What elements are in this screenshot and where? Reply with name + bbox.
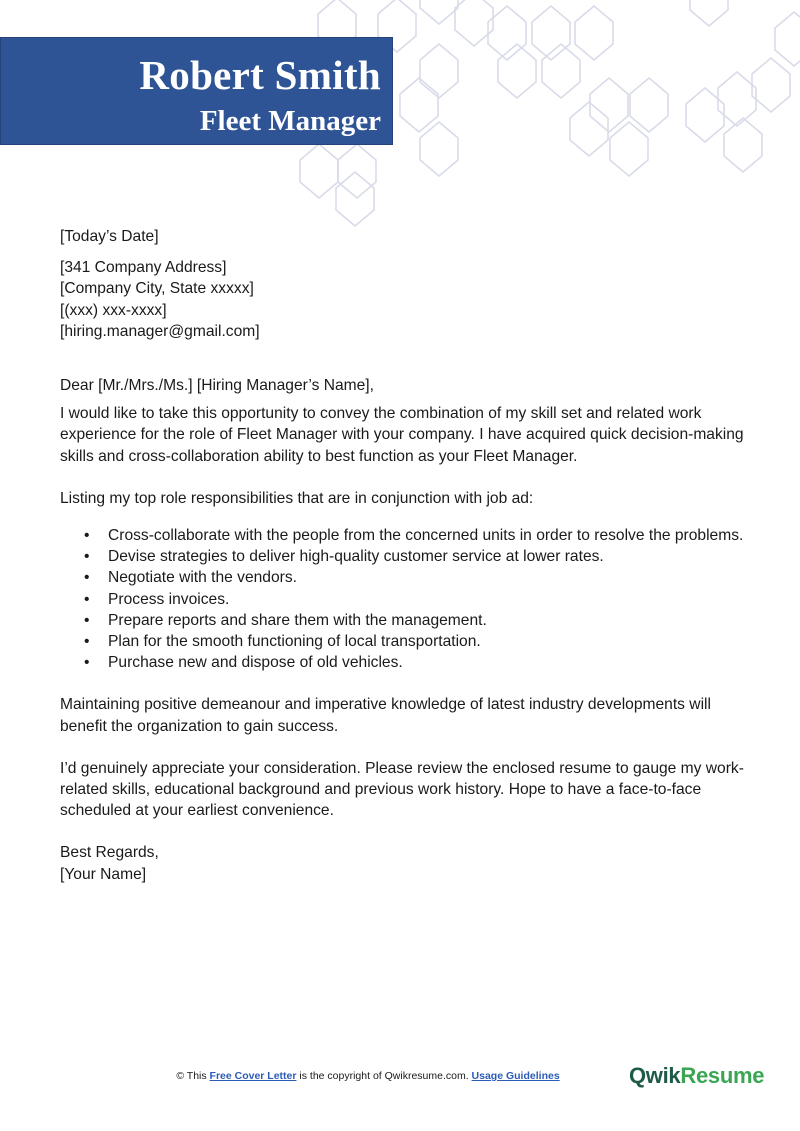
list-item: • Process invoices. (108, 589, 750, 610)
footer-middle-text: is the copyright of Qwikresume.com. (296, 1070, 472, 1082)
usage-guidelines-link[interactable]: Usage Guidelines (471, 1070, 560, 1082)
job-title: Fleet Manager (199, 105, 381, 137)
list-item: • Cross-collaborate with the people from the concerned units in order to resolve the problems. (108, 525, 750, 546)
candidate-name: Robert Smith (139, 52, 381, 98)
copyright-footer (0, 1070, 736, 1082)
signature-name: [Your Name] (60, 865, 147, 883)
free-cover-letter-link[interactable]: Free Cover Letter (209, 1070, 297, 1082)
footer-prefix-text: © This (176, 1070, 210, 1082)
address-line: [hiring.manager@gmail.com] (60, 322, 260, 340)
list-item: • Negotiate with the vendors. (108, 567, 750, 588)
list-item: • Prepare reports and share them with the management. (108, 610, 750, 631)
salutation: Dear [Mr./Mrs./Ms.] [Hiring Manager’s Name], (60, 377, 374, 395)
logo-part-qwik: Qwik (629, 1063, 681, 1088)
list-item: • Devise strategies to deliver high-quality customer service at lower rates. (108, 546, 750, 567)
paragraph-closing-statement: Maintaining positive demeanour and imperative knowledge of latest industry developments will benefit the organization to gain success. (60, 696, 711, 735)
header-band (0, 37, 393, 145)
responsibilities-intro: Listing my top role responsibilities that are in conjunction with job ad: (60, 489, 534, 507)
list-item: • Plan for the smooth functioning of local transportation. (108, 631, 750, 652)
logo-part-resume: Resume (680, 1063, 765, 1088)
letter-date: [Today’s Date] (60, 228, 159, 245)
responsibilities-list (60, 525, 750, 673)
address-line: [(xxx) xxx-xxxx] (60, 301, 167, 319)
address-line: [Company City, State xxxxx] (60, 280, 254, 298)
letter-body (60, 226, 750, 885)
recipient-address (60, 257, 750, 342)
paragraph-appreciation: I’d genuinely appreciate your consideration. Please review the enclosed resume to gauge my work-related skills, educational background and previous work history. Hope to have a face-to-face scheduled at your earliest convenience. (60, 759, 744, 820)
qwikresume-logo[interactable] (629, 1063, 764, 1089)
closing-phrase: Best Regards, (60, 844, 159, 862)
paragraph-introduction: I would like to take this opportunity to convey the combination of my skill set and related work experience for the role of Fleet Manager with your company. I have acquired quick decision-making skills and cross-collaboration ability to best function as your Fleet Manager. (60, 405, 744, 465)
address-line: [341 Company Address] (60, 259, 227, 277)
list-item: • Purchase new and dispose of old vehicles. (108, 652, 750, 673)
